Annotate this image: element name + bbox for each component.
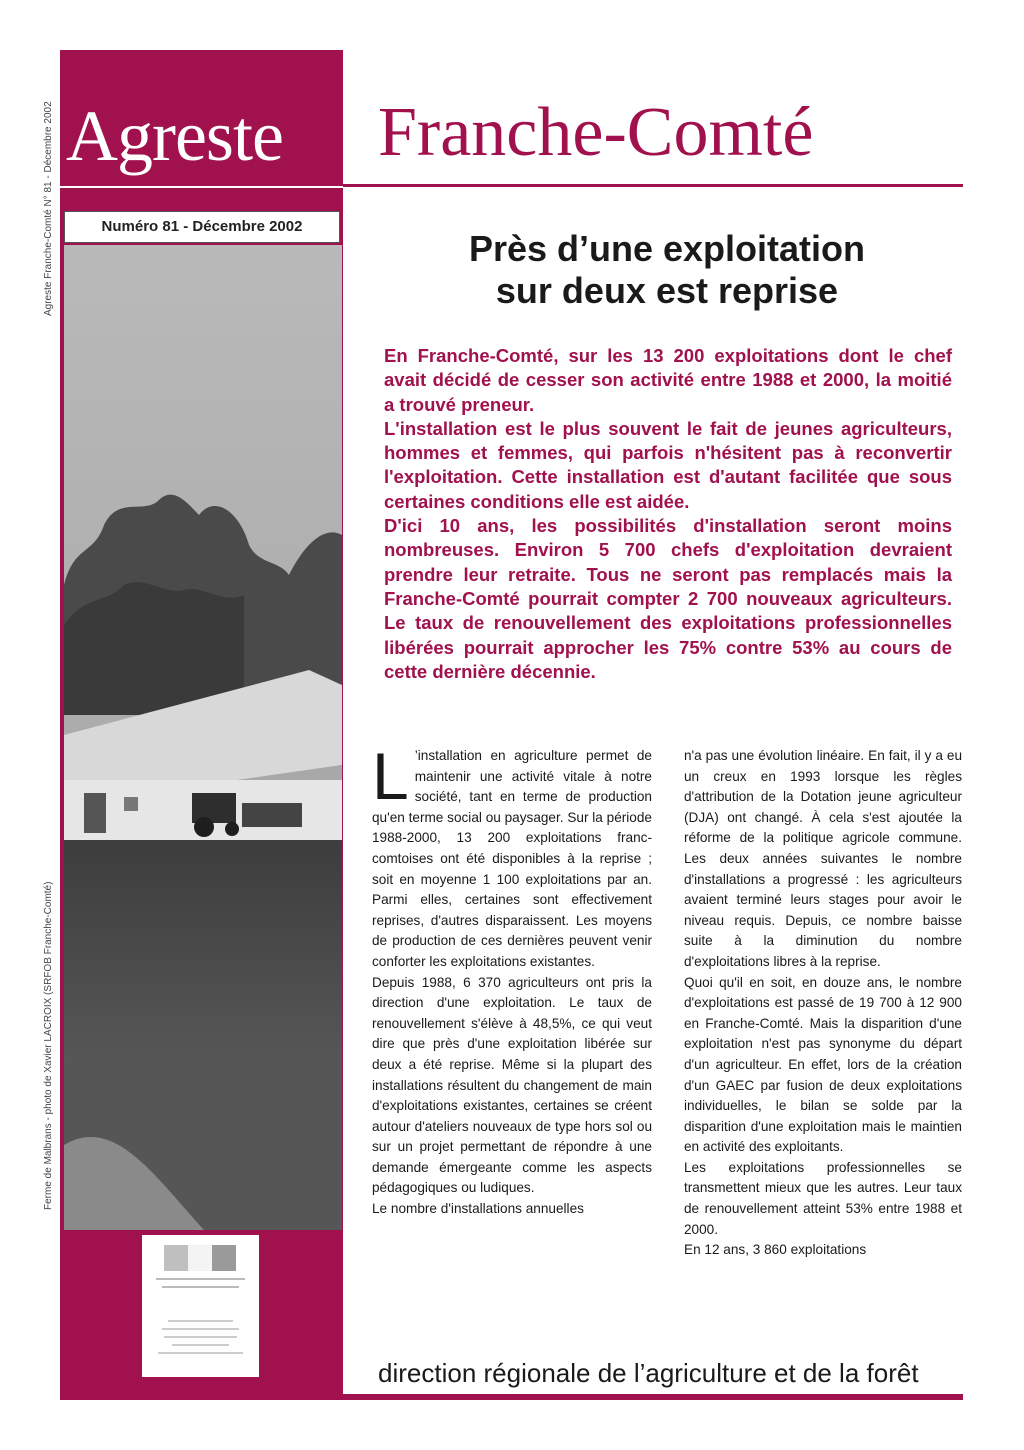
- brand-divider: [60, 186, 343, 188]
- headline-line-1: Près d’une exploitation: [468, 228, 866, 269]
- ministry-logo: [142, 1235, 259, 1377]
- region-title: Franche-Comté: [378, 94, 814, 171]
- headline-line-2: sur deux est reprise: [495, 270, 839, 311]
- body-paragraph: Le nombre d'installations annuelles: [372, 1201, 584, 1217]
- lead-paragraph: [384, 344, 952, 684]
- footer-publisher: direction régionale de l’agriculture et de la forêt: [378, 1358, 919, 1388]
- body-column-1: [372, 739, 652, 1220]
- lead-text: En Franche-Comté, sur les 13 200 exploitations dont le chef avait décidé de cesser son activité entre 1988 et 2000, la moitié a trouvé preneur.: [384, 345, 952, 415]
- title-divider: [343, 184, 963, 187]
- side-issue-text: Agreste Franche-Comté N° 81 - Décembre 2002: [43, 101, 54, 316]
- body-paragraph: Quoi qu'il en soit, en douze ans, le nombre d'exploitations est passé de 19 700 à 12 900 en Franche-Comté. Mais la disparition d'une exploitation n'est pas synonyme du départ d'un agriculteur. En effet, lors de la création d'un GAEC par fusion de deux exploitations individuelles, le bilan se solde par la disparition d'une exploitation mais le maintien en activité des exploitants.: [684, 974, 962, 1155]
- footer-divider: [343, 1394, 963, 1400]
- headline: [372, 228, 962, 312]
- body-column-2: [684, 746, 962, 1261]
- photo-credit: Ferme de Malbrans - photo de Xavier LACROIX (SRFOB Franche-Comté): [43, 881, 54, 1210]
- body-paragraph: n'a pas une évolution linéaire. En fait, il y a eu un creux en 1993 lorsque les règles d'attribution de la Dotation jeune agriculteur (DJA) ont changé. À cela s'est ajoutée la réforme de la politique agricole commune. Les deux années suivantes le nombre d'installations a progressé : les agriculteurs avaient terminé leurs stages pour avoir le niveau requis. Depuis, ce nombre baisse suite à la diminution du nombre d'exploitations libres à la reprise.: [684, 748, 962, 969]
- body-paragraph: Depuis 1988, 6 370 agriculteurs ont pris la direction d'une exploitation. Le taux de renouvellement s'élève à 48,5%, ce qui veut dire que près d'une exploitation libérée sur deux a été reprise. Même si la plupart des installations résultent du changement de main d'exploitations existantes, certaines se créent autour d'ateliers nouveaux de type hors sol ou sur un projet permettant de répondre à une demande émergeante comme les aspects pédagogiques ou ludiques.: [372, 974, 652, 1196]
- lead-text: L'installation est le plus souvent le fait de jeunes agriculteurs, hommes et femmes, qui parfois n'hésitent pas à reconvertir l'exploitation. Cette installation est d'autant facilitée que sous certaines conditions elle est aidée.: [384, 417, 952, 512]
- lead-text: D'ici 10 ans, les possibilités d'installation seront moins nombreuses. Environ 5 700 chefs d'exploitation devraient prendre leur retraite. Tous ne seront pas remplacés mais la Franche-Comté pourrait compter 2 700 nouveaux agriculteurs. Le taux de renouvellement des exploitations professionnelles libérées pourrait approcher les 75% contre 53% au cours de cette dernière décennie.: [384, 515, 952, 682]
- issue-number: Numéro 81 - Décembre 2002: [64, 211, 340, 243]
- farm-photo: [64, 245, 342, 1230]
- brand-title: Agreste: [66, 96, 283, 176]
- body-paragraph: ’installation en agriculture permet de maintenir une activité vitale à notre société, tant en terme de production qu'en terme social ou paysager. Sur la période 1988-2000, 13 200 exploitations franc-comtoises ont été disponibles à la reprise ; soit en moyenne 1 100 exploitations par an. Parmi elles, certaines sont effectivement reprises, d'autres disparaissent. Les moyens de production de ces dernières peuvent venir conforter les exploitations existantes.: [372, 748, 652, 969]
- drop-cap: L: [372, 739, 409, 813]
- body-paragraph: Les exploitations professionnelles se transmettent mieux que les autres. Leur taux de renouvellement atteint 53% entre 1988 et 2000.: [684, 1159, 962, 1237]
- body-paragraph: En 12 ans, 3 860 exploitations: [684, 1242, 867, 1258]
